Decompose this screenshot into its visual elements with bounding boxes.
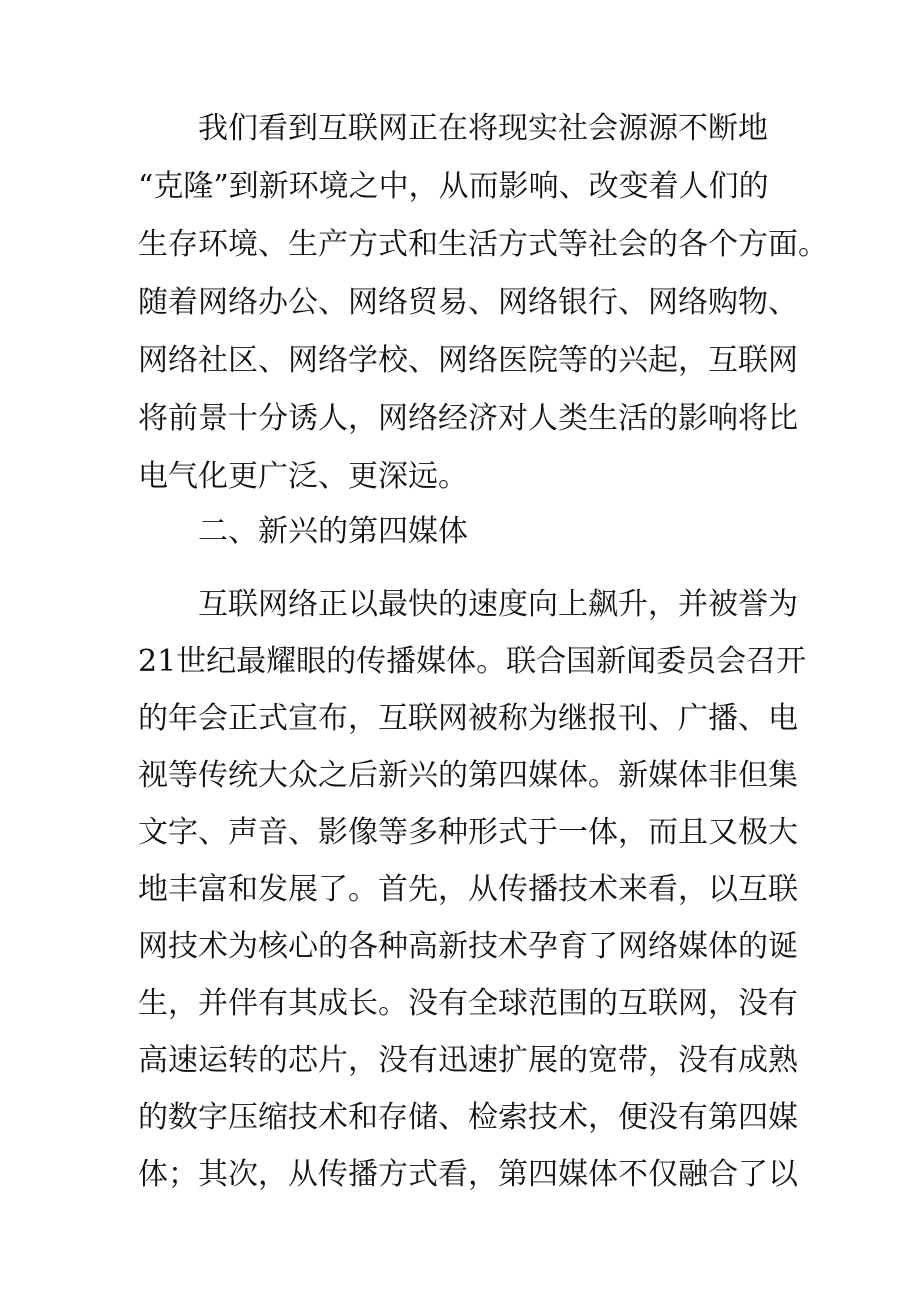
paragraph-2-line-6: 地丰富和发展了。首先，从传播技术来看，以互联 (138, 872, 798, 907)
paragraph-1-line-4: 随着网络办公、网络贸易、网络银行、网络购物、 (138, 285, 798, 320)
paragraph-1-line-6: 将前景十分诱人，网络经济对人类生活的影响将比 (138, 401, 798, 436)
paragraph-1-line-3: 生存环境、生产方式和生活方式等社会的各个方面。 (138, 227, 828, 262)
paragraph-2-line-11: 体；其次，从传播方式看，第四媒体不仅融合了以 (138, 1157, 798, 1192)
paragraph-1-line-2: “克隆”到新环境之中，从而影响、改变着人们的 (138, 169, 769, 204)
paragraph-2-line-2: 21世纪最耀眼的传播媒体。联合国新闻委员会召开 (138, 644, 807, 679)
paragraph-2-line-4: 视等传统大众之后新兴的第四媒体。新媒体非但集 (138, 758, 798, 793)
paragraph-2-line-1: 互联网络正以最快的速度向上飙升，并被誉为 (198, 587, 798, 622)
paragraph-2-line-3: 的年会正式宣布，互联网被称为继报刊、广播、电 (138, 701, 798, 736)
paragraph-1-line-5: 网络社区、网络学校、网络医院等的兴起，互联网 (138, 343, 798, 378)
paragraph-2-line-9: 高速运转的芯片，没有迅速扩展的宽带，没有成熟 (138, 1043, 798, 1078)
paragraph-1-line-1: 我们看到互联网正在将现实社会源源不断地 (198, 111, 768, 146)
paragraph-2-line-8: 生，并伴有其成长。没有全球范围的互联网，没有 (138, 986, 798, 1021)
paragraph-2-line-7: 网技术为核心的各种高新技术孕育了网络媒体的诞 (138, 929, 798, 964)
paragraph-2-line-5: 文字、声音、影像等多种形式于一体，而且又极大 (138, 815, 798, 850)
section-heading: 二、新兴的第四媒体 (198, 514, 468, 549)
paragraph-1-line-7: 电气化更广泛、更深远。 (138, 459, 468, 494)
paragraph-2-line-10: 的数字压缩技术和存储、检索技术，便没有第四媒 (138, 1100, 798, 1135)
